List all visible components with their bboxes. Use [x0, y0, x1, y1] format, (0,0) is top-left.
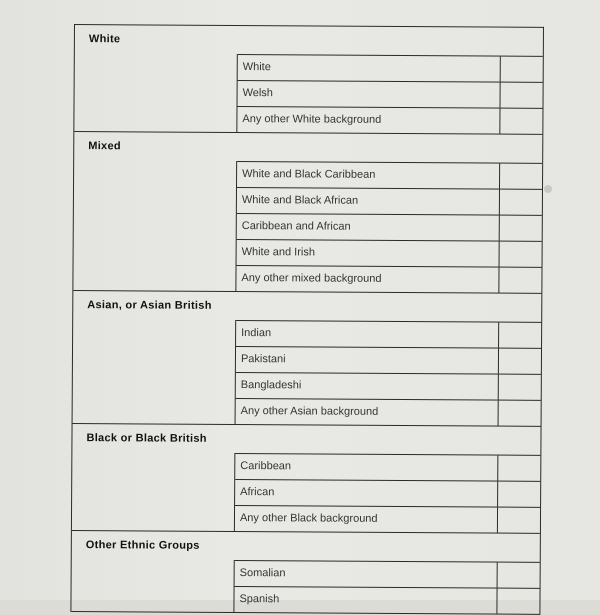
option-checkbox[interactable] — [498, 563, 540, 588]
option-label: Welsh — [238, 81, 501, 108]
option-label: White and Irish — [237, 240, 500, 267]
option-label: White — [238, 55, 501, 82]
section-title: Black or Black British — [86, 432, 207, 445]
option-label: Any other mixed background — [236, 266, 499, 293]
option-label: Caribbean and African — [237, 214, 500, 241]
option-checkbox[interactable] — [499, 349, 541, 374]
option-row — [238, 54, 543, 82]
option-row — [237, 106, 542, 134]
section-black — [72, 424, 541, 534]
option-row — [236, 265, 541, 293]
punch-hole — [544, 185, 552, 193]
option-row — [235, 453, 540, 481]
section-title: White — [88, 33, 121, 46]
option-label: Spanish — [234, 587, 497, 614]
section-asian — [73, 291, 542, 427]
section-title: Mixed — [88, 140, 121, 153]
option-list — [233, 560, 539, 614]
option-list — [235, 320, 542, 426]
ethnicity-form — [70, 24, 544, 615]
option-label: Any other Black background — [235, 506, 498, 533]
option-checkbox[interactable] — [497, 589, 539, 614]
option-label: Bangladeshi — [236, 373, 499, 400]
option-row — [235, 505, 540, 533]
section-mixed — [73, 132, 542, 294]
section-other — [71, 531, 539, 615]
option-label: Somalian — [235, 561, 498, 588]
option-checkbox[interactable] — [499, 375, 541, 400]
section-white — [74, 25, 543, 135]
option-checkbox[interactable] — [499, 401, 541, 426]
option-row — [237, 187, 542, 215]
option-checkbox[interactable] — [498, 508, 540, 533]
option-row — [237, 161, 542, 189]
option-label: Any other White background — [237, 107, 500, 134]
option-row — [238, 80, 543, 108]
option-checkbox[interactable] — [499, 268, 541, 293]
option-label: African — [235, 480, 498, 507]
option-checkbox[interactable] — [499, 323, 541, 348]
option-checkbox[interactable] — [498, 482, 540, 507]
option-list — [236, 54, 542, 134]
section-title: Asian, or Asian British — [87, 299, 212, 312]
option-list — [234, 453, 540, 533]
option-checkbox[interactable] — [500, 164, 542, 189]
option-checkbox[interactable] — [500, 190, 542, 215]
option-label: Indian — [236, 321, 499, 348]
option-checkbox[interactable] — [500, 109, 542, 134]
option-label: White and Black Caribbean — [237, 162, 500, 189]
option-row — [235, 479, 540, 507]
option-checkbox[interactable] — [501, 57, 543, 82]
option-checkbox[interactable] — [500, 216, 542, 241]
option-row — [235, 560, 540, 588]
option-label: White and Black African — [237, 188, 500, 215]
option-checkbox[interactable] — [498, 456, 540, 481]
option-label: Pakistani — [236, 347, 499, 374]
option-checkbox[interactable] — [500, 83, 542, 108]
section-title: Other Ethnic Groups — [85, 539, 200, 552]
option-row — [236, 372, 541, 400]
option-row — [236, 320, 541, 348]
option-checkbox[interactable] — [500, 242, 542, 267]
option-row — [237, 213, 542, 241]
option-list — [235, 161, 542, 293]
option-row — [236, 398, 541, 426]
option-label: Caribbean — [235, 454, 498, 481]
option-label: Any other Asian background — [236, 399, 499, 426]
option-row — [237, 239, 542, 267]
option-row — [236, 346, 541, 374]
